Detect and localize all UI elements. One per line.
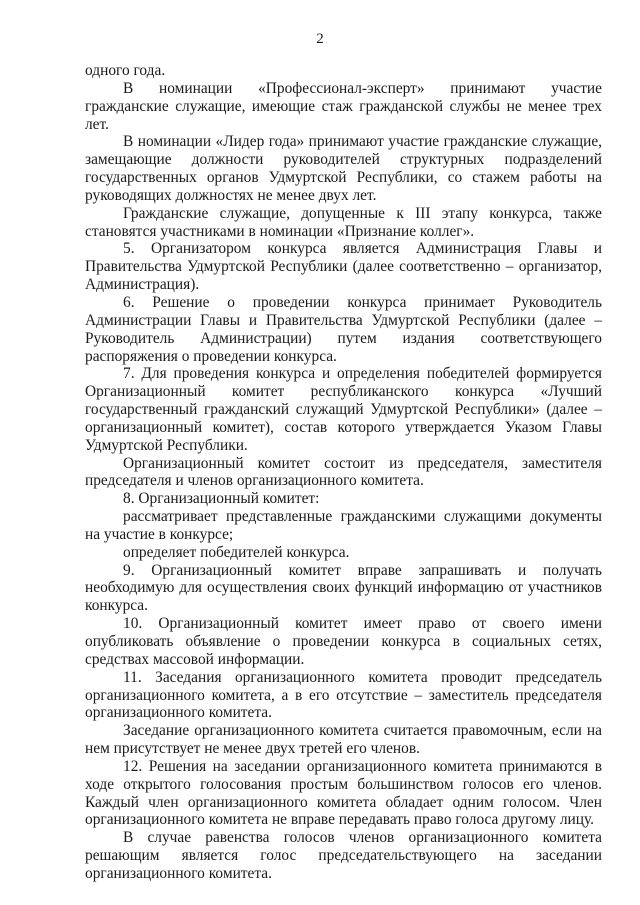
paragraph-committee-composition: Организационный комитет состоит из председателя, заместителя председателя и членов организационного комитета. — [85, 454, 602, 490]
paragraph-9-request-info: 9. Организационный комитет вправе запрашивать и получать необходимую для осуществления своих функций информацию от участников конкурса. — [85, 561, 602, 615]
paragraph-reviews-documents: рассматривает представленные гражданскими служащими документы на участие в конкурсе; — [85, 508, 602, 543]
page-number: 2 — [316, 31, 324, 47]
paragraph-10-publish: 10. Организационный комитет имеет право от своего имени опубликовать объявление о проведении конкурса в социальных сетях, средствах массовой информации. — [85, 615, 602, 668]
paragraph-7-committee: 7. Для проведения конкурса и определения победителей формируется Организационный комитет республиканского конкурса «Лучший государственный гражданский служащий Удмуртской Республики» (далее – организационный комитет), состав которого утверждается Указом Главы Удмуртской Республики. — [85, 365, 602, 454]
paragraph-tie-vote: В случае равенства голосов членов организационного комитета решающим является голос председательствующего на заседании организационного комитета. — [85, 829, 602, 882]
paragraph-12-decisions: 12. Решения на заседании организационного комитета принимаются в ходе открытого голосования простым большинством голосов его членов. Каждый член организационного комитета обладает одним голосом. Член организационного комитета не вправе передавать право голоса другому лицу. — [85, 757, 602, 829]
paragraph-nomination-recognition: Гражданские служащие, допущенные к III этапу конкурса, также становятся участниками в номинации «Признание коллег». — [85, 204, 602, 240]
paragraph-8-committee: 8. Организационный комитет: — [123, 490, 320, 508]
paragraph-continuation: одного года. — [85, 62, 166, 79]
paragraph-6-decision: 6. Решение о проведении конкурса принимает Руководитель Администрации Главы и Правительства Удмуртской Республики (далее – Руководитель Администрации) путем издания соответствующего распоряжения о проведении конкурса. — [85, 293, 602, 365]
paragraph-quorum: Заседание организационного комитета считается правомочным, если на нем присутствует не менее двух третей его членов. — [85, 722, 602, 758]
document-body — [85, 62, 602, 883]
paragraph-nomination-leader: В номинации «Лидер года» принимают участие гражданские служащие, замещающие должности руководителей структурных подразделений государственных органов Удмуртской Республики, со стажем работы на руководящих должностях не менее двух лет. — [85, 133, 602, 204]
paragraph-11-meetings: 11. Заседания организационного комитета проводит председатель организационного комитета, а в его отсутствие – заместитель председателя организационного комитета. — [85, 668, 602, 722]
paragraph-5-organizer: 5. Организатором конкурса является Администрация Главы и Правительства Удмуртской Республики (далее соответственно – организатор, Администрация). — [85, 240, 602, 294]
paragraph-determines-winners: определяет победителей конкурса. — [123, 543, 350, 561]
paragraph-nomination-professional: В номинации «Профессионал-эксперт» принимают участие гражданские служащие, имеющие стаж гражданской службы не менее трех лет. — [85, 79, 602, 133]
